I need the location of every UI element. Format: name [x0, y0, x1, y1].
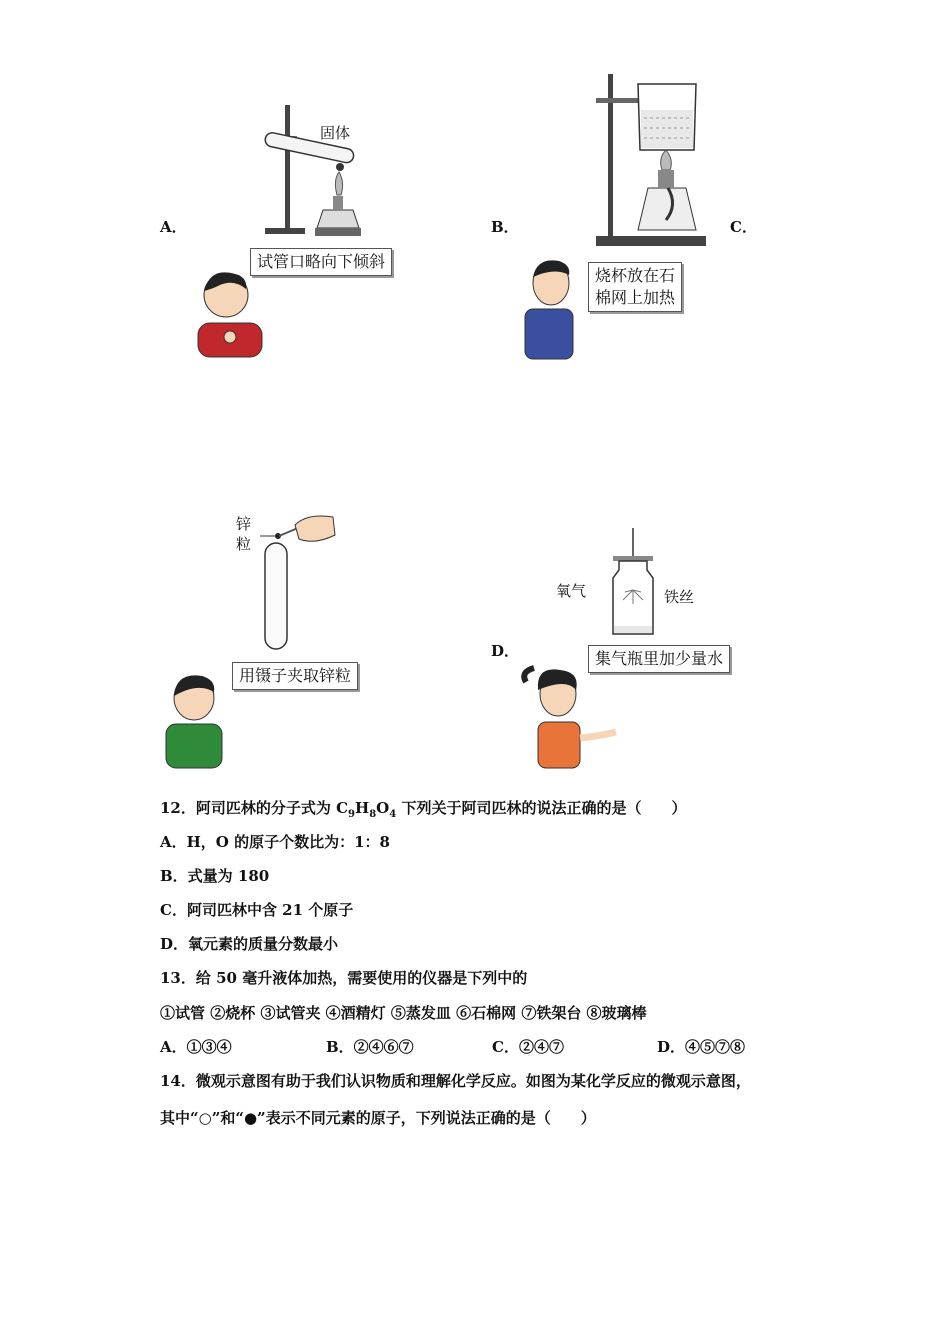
question-13-stem: 13．给 50 毫升液体加热，需要使用的仪器是下列中的: [160, 969, 528, 987]
solid-label: 固体: [320, 124, 351, 142]
question-13-items: ①试管 ②烧杯 ③试管夹 ④酒精灯 ⑤蒸发皿 ⑥石棉网 ⑦铁架台 ⑧玻璃棒: [160, 1004, 647, 1022]
question-12-option-b: B．式量为 180: [160, 867, 270, 885]
student-girl-d: [520, 662, 620, 772]
lamp-base: [315, 228, 361, 236]
student-boy-a: [190, 265, 270, 360]
question-12-option-d: D．氧元素的质量分数最小: [160, 935, 339, 953]
speech-bubble-d: 集气瓶里加少量水: [588, 645, 730, 673]
flame: [661, 150, 672, 170]
iron-stand-base: [265, 228, 305, 234]
question-12-stem: 12．阿司匹林的分子式为 $C_9H_8O_4$ 下列关于阿司匹林的说法正确的是（ ）: [160, 799, 687, 820]
question-13-choice-d: D．④⑤⑦⑧: [657, 1038, 746, 1056]
bubble-b-line1: 烧杯放在石: [595, 266, 676, 285]
option-letter-d-top: D．: [491, 642, 520, 660]
student-boy-b: [515, 255, 585, 360]
option-letter-a: A．: [160, 218, 187, 236]
option-letter-b: B．: [491, 218, 519, 236]
beaker-liquid: [641, 110, 693, 148]
student-boy-c: [158, 670, 238, 770]
test-tube-heating-apparatus: [255, 100, 375, 240]
question-13-choice-c: C．②④⑦: [492, 1038, 564, 1056]
question-12-option-a: A．H，O 的原子个数比为：1：8: [160, 833, 390, 851]
gas-bottle-figure: [605, 528, 665, 638]
green-shirt: [166, 724, 222, 768]
option-letter-c-top: C．: [730, 218, 757, 236]
beaker-heating-apparatus: [592, 70, 710, 250]
orange-shirt: [538, 722, 580, 768]
water: [614, 626, 652, 633]
alcohol-lamp: [317, 210, 359, 228]
speech-bubble-b: [588, 262, 682, 312]
question-13-choice-b: B．②④⑥⑦: [326, 1038, 414, 1056]
flame: [335, 172, 342, 195]
alcohol-lamp: [638, 188, 696, 230]
question-14-line1: 14．微观示意图有助于我们认识物质和理解化学反应。如图为某化学反应的微观示意图，: [160, 1072, 751, 1090]
speech-bubble-a: 试管口略向下倾斜: [250, 248, 392, 276]
iron-stand-rod: [285, 105, 290, 233]
test-tube: [265, 543, 287, 649]
question-12-option-c: C．阿司匹林中含 21 个原子: [160, 901, 354, 919]
speech-bubble-c: 用镊子夹取锌粒: [232, 662, 358, 690]
question-13-choice-a: A．①③④: [160, 1038, 232, 1056]
zinc-test-tube-figure: [255, 505, 355, 655]
question-14-line2: 其中“○”和“●”表示不同元素的原子，下列说法正确的是（ ）: [160, 1109, 596, 1127]
iron-wire-label: 铁丝: [664, 588, 695, 606]
hand: [295, 516, 335, 541]
bubble-b-line2: 棉网上加热: [595, 288, 676, 307]
oxygen-label: 氧气: [556, 582, 587, 600]
iron-stand-base: [596, 236, 706, 246]
iron-ring: [596, 98, 640, 103]
zinc-label: 锌 粒: [236, 515, 252, 553]
solid-sample: [336, 163, 344, 171]
blue-shirt: [525, 309, 573, 359]
